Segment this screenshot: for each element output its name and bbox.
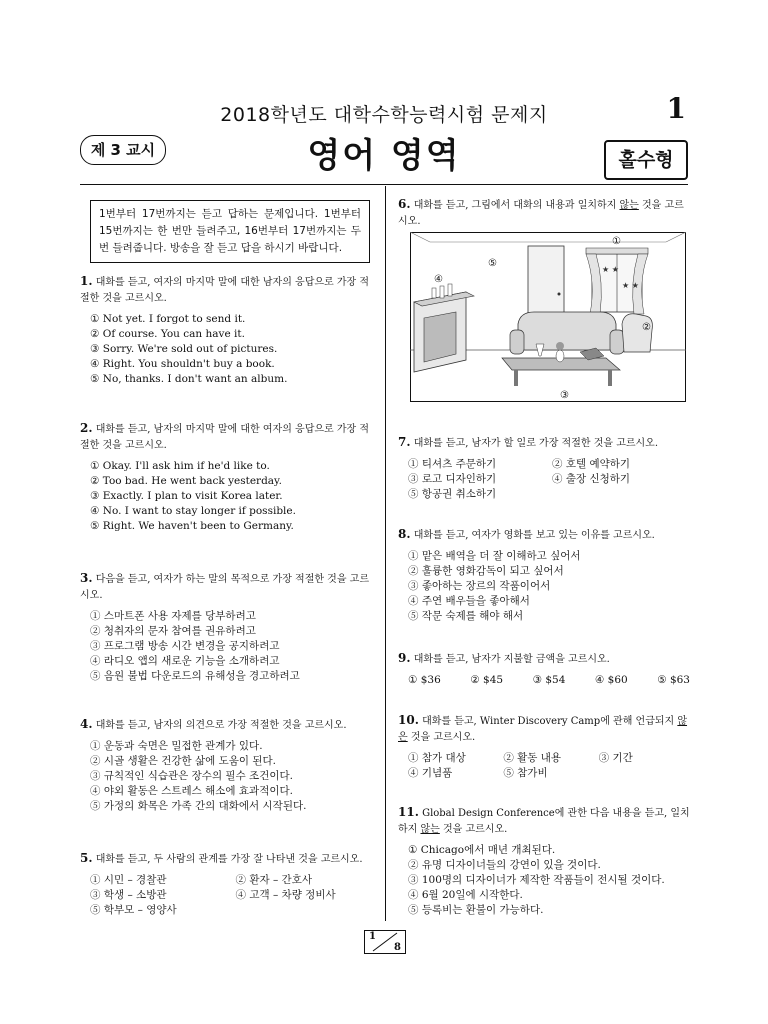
option-4[interactable]: ④ 6월 20일에 시작한다. bbox=[408, 889, 523, 901]
question-number: 6. bbox=[398, 197, 411, 211]
form-type-badge: 홀수형 bbox=[604, 140, 688, 180]
option-2[interactable]: ② $45 bbox=[470, 674, 504, 686]
option-2[interactable]: ② 호텔 예약하기 bbox=[552, 458, 631, 470]
option-1[interactable]: ① 스마트폰 사용 자제를 당부하려고 bbox=[90, 610, 256, 622]
question-10 bbox=[398, 712, 690, 781]
option-4[interactable]: ④ 라디오 앱의 새로운 기능을 소개하려고 bbox=[90, 655, 280, 667]
page-indicator bbox=[364, 930, 406, 954]
question-number: 11. bbox=[398, 805, 419, 819]
option-1[interactable]: ① 티셔츠 주문하기 bbox=[408, 458, 497, 470]
current-page: 1 bbox=[369, 931, 376, 942]
column-divider bbox=[385, 186, 386, 921]
option-5[interactable]: ⑤ 가정의 화목은 가족 간의 대화에서 시작된다. bbox=[90, 800, 307, 812]
option-5[interactable]: ⑤ $63 bbox=[657, 674, 690, 686]
room-illustration bbox=[410, 232, 686, 402]
question-stem-part: 대화를 듣고, 그림에서 대화의 내용과 일치하지 bbox=[413, 200, 620, 211]
question-11 bbox=[398, 804, 690, 918]
page-number: 1 bbox=[666, 92, 686, 125]
exam-title: 2018학년도 대학수학능력시험 문제지 bbox=[220, 104, 548, 126]
option-4[interactable]: ④ 주연 배우들을 좋아해서 bbox=[408, 595, 530, 607]
option-2[interactable]: ② Too bad. He went back yesterday. bbox=[90, 475, 282, 487]
option-1[interactable]: ① $36 bbox=[408, 674, 441, 686]
question-stem: 대화를 듣고, 남자가 할 일로 가장 적절한 것을 고르시오. bbox=[413, 438, 659, 449]
figure-label-1: ① bbox=[612, 236, 621, 247]
question-stem-underlined: 않는 bbox=[420, 824, 440, 835]
figure-label-3: ③ bbox=[560, 390, 569, 401]
question-number: 3. bbox=[80, 571, 93, 585]
question-8 bbox=[398, 526, 690, 624]
svg-text:★ ★: ★ ★ bbox=[622, 281, 639, 290]
question-4 bbox=[80, 716, 375, 814]
option-1[interactable]: ① 맡은 배역을 더 잘 이해하고 싶어서 bbox=[408, 550, 581, 562]
question-number: 2. bbox=[80, 421, 93, 435]
question-stem-part: 대화를 듣고, Winter Discovery Camp에 관해 언급되지 bbox=[422, 716, 678, 727]
option-1[interactable]: ① 참가 대상 bbox=[408, 752, 466, 764]
option-2[interactable]: ② 유명 디자이너들의 강연이 있을 것이다. bbox=[408, 859, 601, 871]
option-3[interactable]: ③ 학생 – 소방관 bbox=[90, 889, 167, 901]
option-4[interactable]: ④ Right. You shouldn't buy a book. bbox=[90, 358, 275, 370]
option-2[interactable]: ② Of course. You can have it. bbox=[90, 328, 245, 340]
option-5[interactable]: ⑤ Right. We haven't been to Germany. bbox=[90, 520, 294, 532]
option-3[interactable]: ③ $54 bbox=[532, 674, 566, 686]
option-3[interactable]: ③ 100명의 디자이너가 제작한 작품들이 전시될 것이다. bbox=[408, 874, 665, 886]
question-number: 5. bbox=[80, 851, 93, 865]
subject-title: 영어 영역 bbox=[307, 136, 461, 176]
question-number: 9. bbox=[398, 651, 411, 665]
question-stem-part: 것을 고르시오. bbox=[398, 200, 684, 227]
question-stem-underlined: 않는 bbox=[619, 200, 639, 211]
question-stem: 대화를 듣고, 남자의 마지막 말에 대한 여자의 응답으로 가장 적절한 것을 고르시오. bbox=[80, 424, 370, 451]
option-2[interactable]: ② 환자 – 간호사 bbox=[235, 874, 312, 886]
option-3[interactable]: ③ 좋아하는 장르의 작품이어서 bbox=[408, 580, 551, 592]
question-number: 8. bbox=[398, 527, 411, 541]
question-9 bbox=[398, 650, 690, 688]
question-number: 7. bbox=[398, 435, 411, 449]
listening-notice: 1번부터 17번까지는 듣고 답하는 문제입니다. 1번부터 15번까지는 한 번만 들려주고, 16번부터 17번까지는 두 번 들려줍니다. 방송을 잘 듣고 답을 하시기 바랍니다. bbox=[90, 200, 370, 263]
option-1[interactable]: ① Chicago에서 매년 개최된다. bbox=[408, 844, 556, 856]
option-2[interactable]: ② 시골 생활은 건강한 삶에 도움이 된다. bbox=[90, 755, 277, 767]
question-stem: 대화를 듣고, 여자의 마지막 말에 대한 남자의 응답으로 가장 적절한 것을 고르시오. bbox=[80, 277, 370, 304]
option-5[interactable]: ⑤ 항공권 취소하기 bbox=[408, 488, 497, 500]
option-5[interactable]: ⑤ 음원 불법 다운로드의 유해성을 경고하려고 bbox=[90, 670, 300, 682]
question-5 bbox=[80, 850, 375, 918]
question-stem: 대화를 듣고, 여자가 영화를 보고 있는 이유를 고르시오. bbox=[413, 530, 655, 541]
figure-label-4: ④ bbox=[434, 274, 443, 285]
question-stem: 대화를 듣고, 남자가 지불할 금액을 고르시오. bbox=[413, 654, 610, 665]
option-4[interactable]: ④ 출장 신청하기 bbox=[552, 473, 631, 485]
svg-text:★ ★: ★ ★ bbox=[602, 265, 619, 274]
question-7 bbox=[398, 434, 690, 502]
question-stem: 대화를 듣고, 두 사람의 관계를 가장 잘 나타낸 것을 고르시오. bbox=[95, 854, 363, 865]
option-3[interactable]: ③ 규칙적인 식습관은 장수의 필수 조건이다. bbox=[90, 770, 293, 782]
option-5[interactable]: ⑤ 학부모 – 영양사 bbox=[90, 904, 177, 916]
period-badge: 제 3 교시 bbox=[80, 135, 166, 165]
option-5[interactable]: ⑤ No, thanks. I don't want an album. bbox=[90, 373, 288, 385]
question-6 bbox=[398, 196, 690, 230]
option-2[interactable]: ② 청취자의 문자 참여를 권유하려고 bbox=[90, 625, 256, 637]
option-4[interactable]: ④ 야외 활동은 스트레스 해소에 효과적이다. bbox=[90, 785, 293, 797]
question-number: 1. bbox=[80, 274, 93, 288]
figure-label-2: ② bbox=[642, 322, 651, 333]
option-3[interactable]: ③ 로고 디자인하기 bbox=[408, 473, 497, 485]
option-1[interactable]: ① Not yet. I forgot to send it. bbox=[90, 313, 246, 325]
question-2 bbox=[80, 420, 375, 534]
option-4[interactable]: ④ $60 bbox=[594, 674, 628, 686]
option-2[interactable]: ② 활동 내용 bbox=[503, 752, 562, 764]
header-rule bbox=[80, 184, 688, 185]
question-stem-underlined: 않은 bbox=[398, 716, 688, 743]
question-1 bbox=[80, 273, 375, 387]
option-4[interactable]: ④ 고객 – 차량 정비사 bbox=[235, 889, 336, 901]
option-5[interactable]: ⑤ 작문 숙제를 해야 해서 bbox=[408, 610, 524, 622]
question-number: 4. bbox=[80, 717, 93, 731]
option-2[interactable]: ② 훌륭한 영화감독이 되고 싶어서 bbox=[408, 565, 564, 577]
total-pages: 8 bbox=[394, 942, 401, 953]
option-3[interactable]: ③ 기간 bbox=[598, 752, 633, 764]
option-5[interactable]: ⑤ 참가비 bbox=[503, 767, 548, 779]
question-stem-part: Global Design Conference에 관한 다음 내용을 듣고, 일치하지 bbox=[398, 808, 690, 835]
figure-label-5: ⑤ bbox=[488, 258, 497, 269]
option-1[interactable]: ① 시민 – 경찰관 bbox=[90, 874, 167, 886]
option-3[interactable]: ③ Sorry. We're sold out of pictures. bbox=[90, 343, 278, 355]
option-4[interactable]: ④ No. I want to stay longer if possible. bbox=[90, 505, 296, 517]
option-1[interactable]: ① Okay. I'll ask him if he'd like to. bbox=[90, 460, 270, 472]
question-number: 10. bbox=[398, 713, 419, 727]
question-stem: 다음을 듣고, 여자가 하는 말의 목적으로 가장 적절한 것을 고르시오. bbox=[80, 574, 370, 601]
question-stem-part: 것을 고르시오. bbox=[407, 732, 476, 743]
question-stem: 대화를 듣고, 남자의 의견으로 가장 적절한 것을 고르시오. bbox=[95, 720, 347, 731]
option-5[interactable]: ⑤ 등록비는 환불이 가능하다. bbox=[408, 904, 544, 916]
question-3 bbox=[80, 570, 375, 684]
option-1[interactable]: ① 운동과 숙면은 밀접한 관계가 있다. bbox=[90, 740, 263, 752]
option-4[interactable]: ④ 기념품 bbox=[408, 767, 453, 779]
question-stem-part: 것을 고르시오. bbox=[439, 824, 508, 835]
option-3[interactable]: ③ Exactly. I plan to visit Korea later. bbox=[90, 490, 283, 502]
option-3[interactable]: ③ 프로그램 방송 시간 변경을 공지하려고 bbox=[90, 640, 280, 652]
